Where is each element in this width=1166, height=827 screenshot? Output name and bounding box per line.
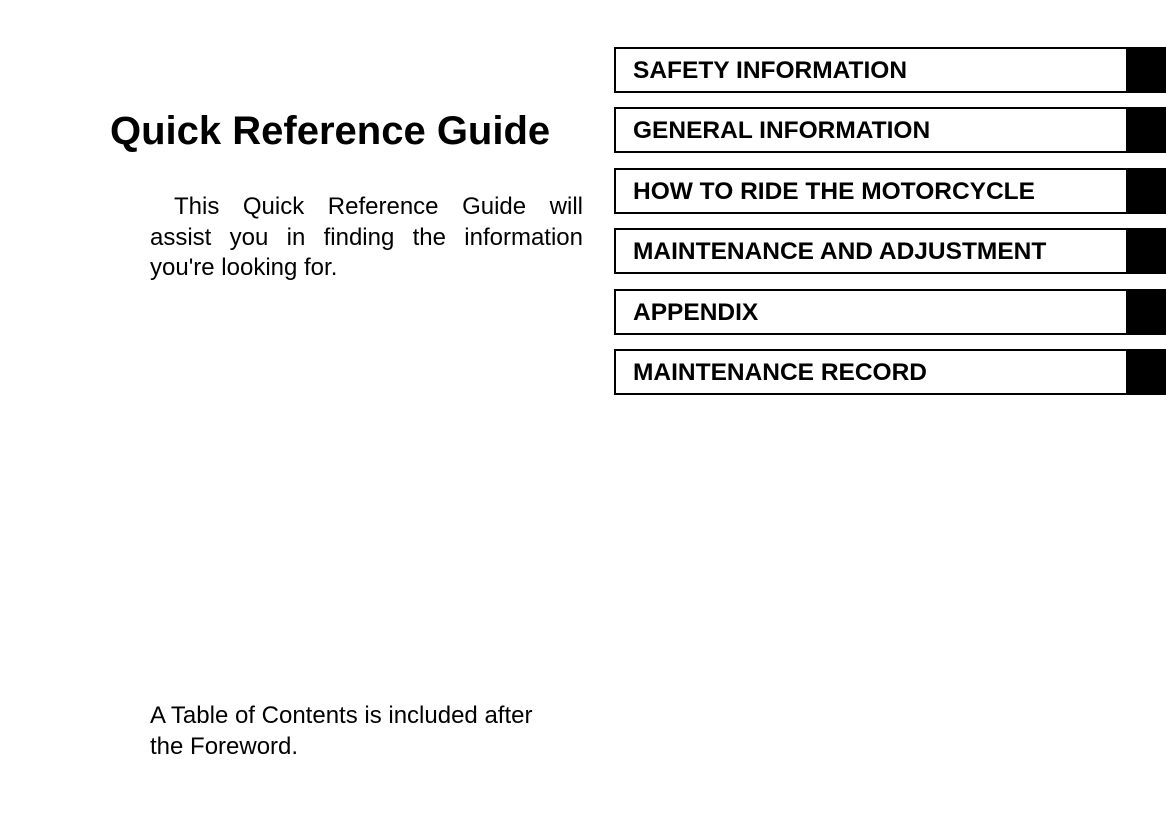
thumb-index-marker [1126,289,1166,335]
section-tab-maintenance-and-adjustment[interactable] [614,228,1166,274]
thumb-index-marker [1126,107,1166,153]
section-tab-label: GENERAL INFORMATION [633,117,931,145]
thumb-index-marker [1126,47,1166,93]
thumb-index-marker [1126,349,1166,395]
thumb-index-marker [1126,228,1166,274]
intro-paragraph: This Quick Reference Guide will assist you in finding the information you're looking for. [150,193,583,281]
section-tab-label: MAINTENANCE AND ADJUSTMENT [633,238,1047,266]
section-tab-appendix[interactable] [614,289,1166,335]
section-tab-label: MAINTENANCE RECORD [633,358,927,386]
section-index [614,47,1166,409]
section-tab-how-to-ride[interactable] [614,168,1166,214]
section-tab-maintenance-record[interactable] [614,349,1166,395]
section-tab-general-information[interactable] [614,107,1166,153]
thumb-index-marker [1126,168,1166,214]
table-of-contents-note-line: A Table of Contents is included after [150,702,533,729]
table-of-contents-note [150,701,590,762]
section-tab-label: APPENDIX [633,298,759,326]
section-tab-safety-information[interactable] [614,47,1166,93]
table-of-contents-note-line: the Foreword. [150,732,299,760]
section-tab-label: SAFETY INFORMATION [633,57,908,84]
page-title: Quick Reference Guide [110,108,551,153]
section-tab-label: HOW TO RIDE THE MOTORCYCLE [633,177,1035,205]
